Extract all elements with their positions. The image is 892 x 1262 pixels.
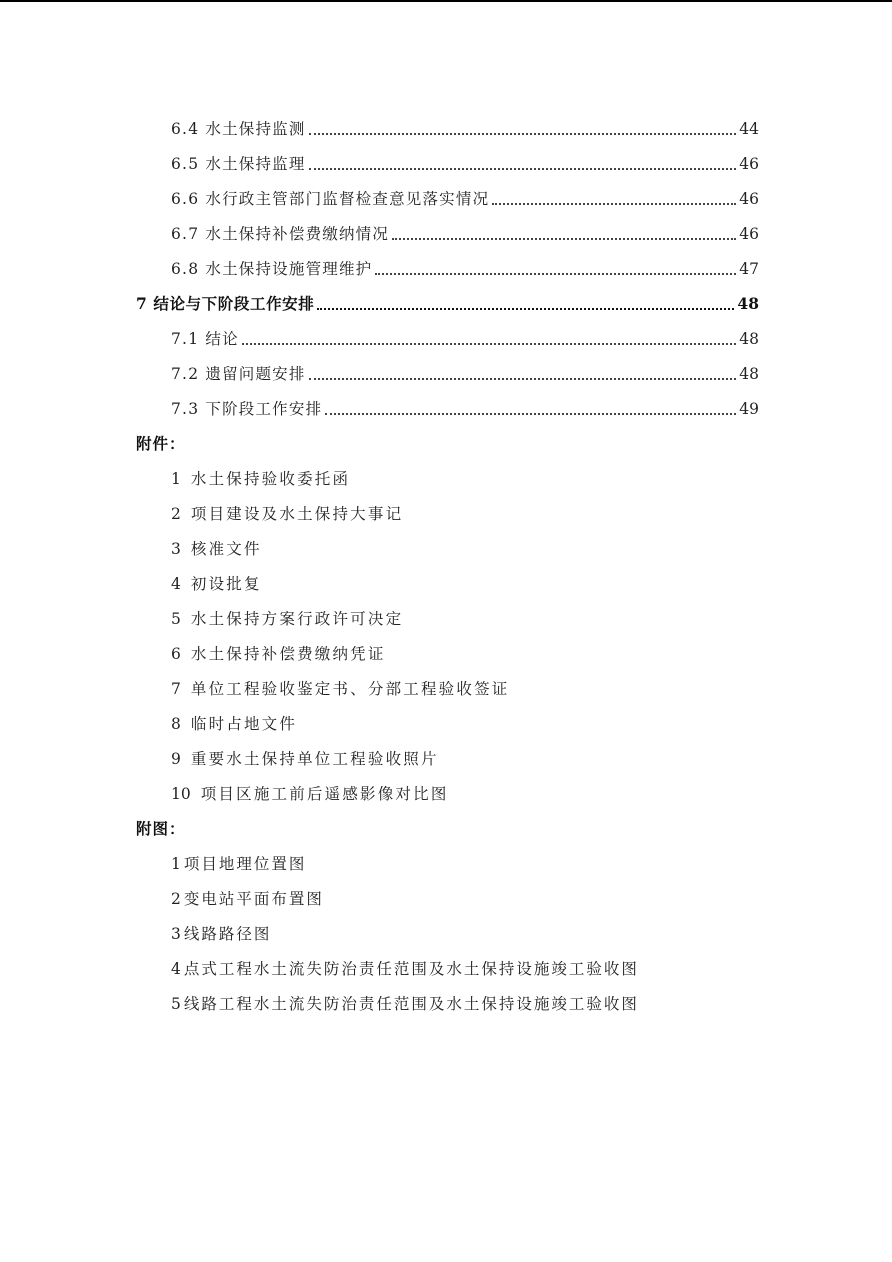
attachment-text: 水土保持补偿费缴纳凭证 [190, 645, 386, 663]
toc-entry-title: 7.2 遗留问题安排 [171, 365, 306, 383]
figure-item [171, 992, 639, 1014]
figure-text: 点式工程水土流失防治责任范围及水土保持设施竣工验收图 [183, 960, 639, 978]
toc-entry-title: 7.1 结论 [171, 330, 239, 348]
figures-heading: 附图： [136, 819, 186, 838]
attachment-item [171, 747, 439, 769]
toc-entry-6-6[interactable] [171, 182, 759, 210]
toc-leader-dots [492, 203, 736, 205]
toc-entry-7-2[interactable] [171, 357, 759, 385]
toc-entry-6-8[interactable] [171, 252, 759, 280]
figure-text: 变电站平面布置图 [183, 890, 324, 908]
toc-leader-dots [242, 343, 736, 345]
figure-number: 3 [171, 925, 181, 943]
toc-page-number: 46 [739, 225, 759, 243]
toc-leader-dots [309, 168, 737, 170]
attachment-number: 9 [171, 750, 181, 768]
attachment-number: 10 [171, 785, 191, 803]
attachment-item [171, 712, 297, 734]
toc-leader-dots [392, 238, 736, 240]
toc-entry-chapter-7[interactable] [136, 287, 759, 315]
toc-entry-6-7[interactable] [171, 217, 759, 245]
toc-entry-title: 6.5 水土保持监理 [171, 155, 306, 173]
attachment-item [171, 677, 509, 699]
toc-entry-6-5[interactable] [171, 147, 759, 175]
toc-entry-7-1[interactable] [171, 322, 759, 350]
attachment-text: 单位工程验收鉴定书、分部工程验收签证 [190, 680, 510, 698]
attachment-text: 临时占地文件 [190, 715, 298, 733]
toc-page-number: 48 [737, 294, 759, 313]
toc-entry-6-4[interactable] [171, 112, 759, 140]
toc-page-number: 46 [739, 155, 759, 173]
figure-item [171, 922, 271, 944]
toc-page-number: 47 [739, 260, 759, 278]
attachments-heading: 附件： [136, 434, 186, 453]
toc-entry-title: 6.6 水行政主管部门监督检查意见落实情况 [171, 190, 490, 208]
toc-leader-dots [375, 273, 736, 275]
toc-entry-title: 6.8 水土保持设施管理维护 [171, 260, 373, 278]
attachment-text: 水土保持方案行政许可决定 [190, 610, 404, 628]
figure-item [171, 887, 324, 909]
figure-number: 5 [171, 995, 181, 1013]
figure-text: 项目地理位置图 [183, 855, 307, 873]
attachment-number: 4 [171, 575, 181, 593]
attachment-number: 3 [171, 540, 181, 558]
toc-leader-dots [309, 378, 737, 380]
attachment-number: 7 [171, 680, 181, 698]
attachment-item [171, 607, 403, 629]
attachment-item [171, 782, 449, 804]
toc-page-number: 46 [739, 190, 759, 208]
toc-page-number: 48 [739, 330, 759, 348]
toc-leader-dots [325, 413, 736, 415]
figure-number: 4 [171, 960, 181, 978]
attachment-number: 1 [171, 470, 181, 488]
attachment-item [171, 467, 350, 489]
figure-text: 线路工程水土流失防治责任范围及水土保持设施竣工验收图 [183, 995, 639, 1013]
attachment-item [171, 572, 262, 594]
toc-chapter-title: 7 结论与下阶段工作安排 [136, 294, 315, 313]
attachment-text: 重要水土保持单位工程验收照片 [190, 750, 439, 768]
toc-entry-7-3[interactable] [171, 392, 759, 420]
attachment-item [171, 642, 386, 664]
attachment-text: 项目区施工前后遥感影像对比图 [200, 785, 449, 803]
figure-text: 线路路径图 [183, 925, 272, 943]
figure-number: 2 [171, 890, 181, 908]
toc-entry-title: 6.4 水土保持监测 [171, 120, 306, 138]
toc-entry-title: 7.3 下阶段工作安排 [171, 400, 323, 418]
attachment-number: 5 [171, 610, 181, 628]
attachment-text: 项目建设及水土保持大事记 [190, 505, 404, 523]
attachment-number: 2 [171, 505, 181, 523]
figure-item [171, 852, 306, 874]
toc-entry-title: 6.7 水土保持补偿费缴纳情况 [171, 225, 390, 243]
attachment-item [171, 502, 403, 524]
attachment-number: 6 [171, 645, 181, 663]
toc-page-number: 48 [739, 365, 759, 383]
attachment-text: 初设批复 [190, 575, 262, 593]
attachment-text: 水土保持验收委托函 [190, 470, 351, 488]
toc-leader-dots [317, 308, 734, 310]
figure-item [171, 957, 639, 979]
attachment-text: 核准文件 [190, 540, 262, 558]
attachment-number: 8 [171, 715, 181, 733]
toc-page-number: 49 [739, 400, 759, 418]
attachment-item [171, 537, 262, 559]
toc-leader-dots [309, 133, 737, 135]
figure-number: 1 [171, 855, 181, 873]
toc-page-number: 44 [739, 120, 759, 138]
